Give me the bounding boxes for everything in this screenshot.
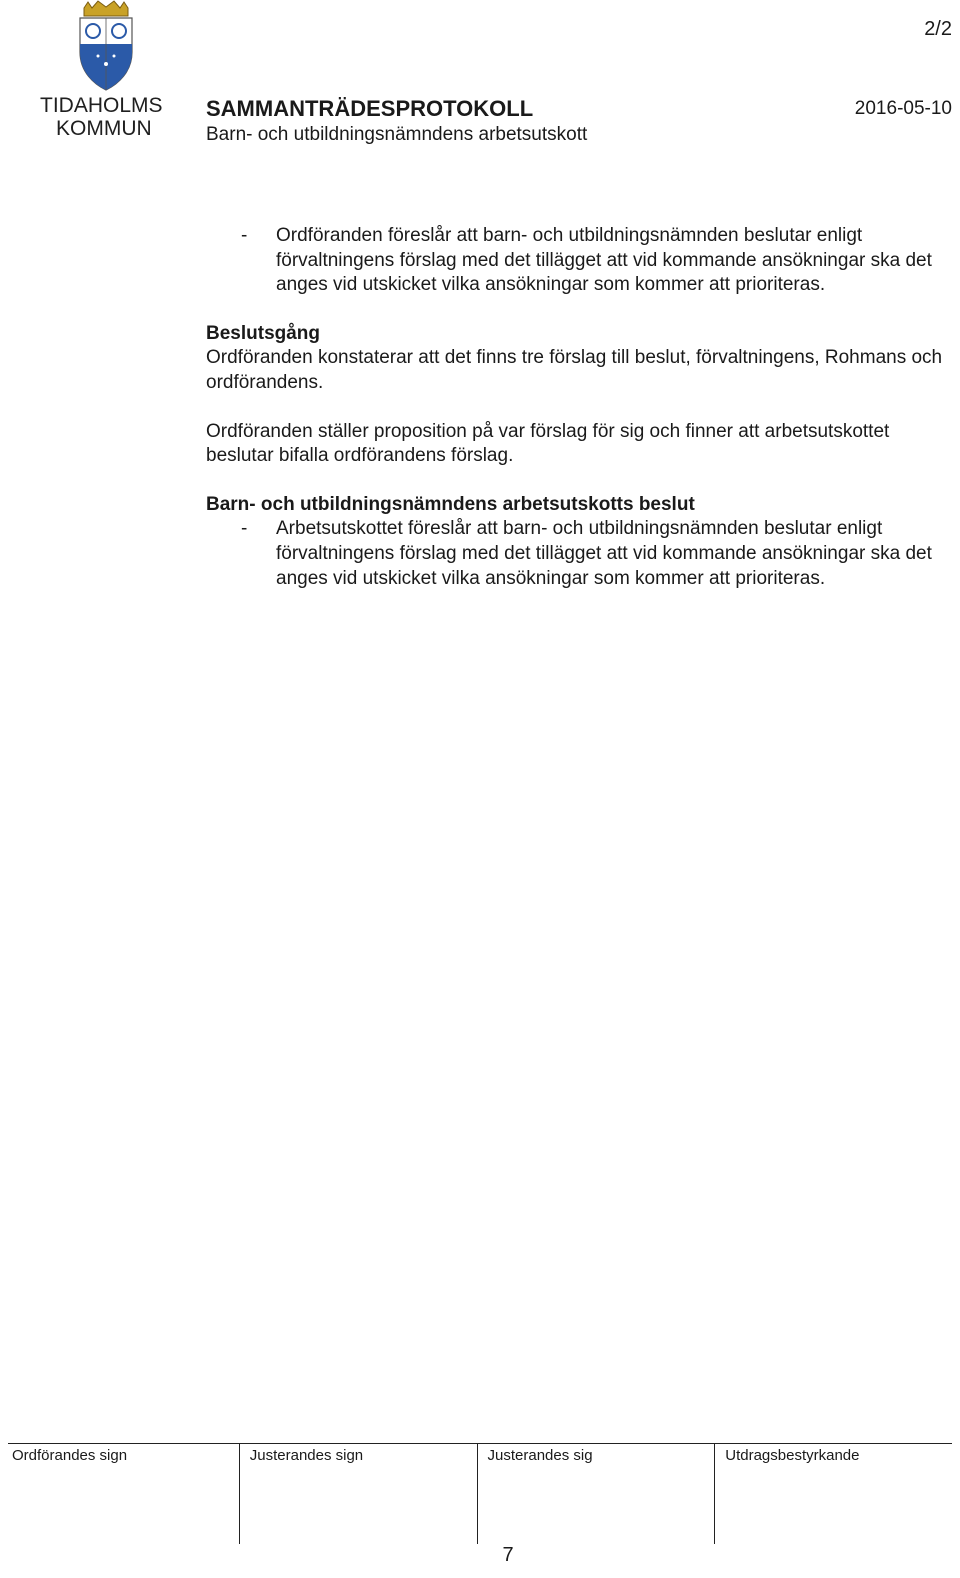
document-date: 2016-05-10: [854, 98, 952, 119]
page-count: 2/2: [924, 18, 952, 40]
signature-table: [8, 1443, 952, 1544]
signature-cell-adjuster-1: Justerandes sign: [239, 1444, 477, 1544]
org-line-2: KOMMUN: [56, 117, 152, 140]
procedure-paragraph-2: Ordföranden ställer proposition på var förslag för sig och finner att arbetsutskottet beslutar bifalla ordförandens förslag.: [206, 420, 890, 467]
document-subtitle: Barn- och utbildningsnämndens arbetsutskott: [206, 124, 588, 145]
signature-cell-chair: Ordförandes sign: [12, 1447, 128, 1464]
decision-item: [206, 517, 946, 591]
procedure-paragraph-1: Ordföranden konstaterar att det finns tre förslag till beslut, förvaltningens, Rohmans och ordförandens.: [206, 347, 943, 393]
decision-heading: Barn- och utbildningsnämndens arbetsutskotts beslut: [206, 493, 695, 515]
procedure-heading: Beslutsgång: [206, 322, 321, 344]
proposal-text: Ordföranden föreslår att barn- och utbildningsnämnden beslutar enligt förvaltningens förslag med det tillägget att vid kommande ansökningar ska det anges vid utskicket vilka ansökningar som kommer att prioriteras.: [276, 225, 932, 296]
signature-cell-certification: Utdragsbestyrkande: [714, 1444, 952, 1544]
org-line-1: TIDAHOLMS: [40, 94, 163, 117]
document-body: [206, 224, 946, 591]
organization-name: [40, 94, 163, 140]
decision-text: Arbetsutskottet föreslår att barn- och utbildningsnämnden beslutar enligt förvaltningens förslag med det tillägget att vid kommande ansökningar ska det anges vid utskicket vilka ansökningar som kommer att prioriteras.: [276, 518, 932, 589]
list-dash: -: [241, 518, 248, 540]
municipal-crest-logo: [72, 0, 140, 92]
footer-page-number: 7: [502, 1544, 514, 1566]
proposal-item: [206, 224, 946, 298]
document-title: SAMMANTRÄDESPROTOKOLL: [206, 96, 534, 121]
list-dash: -: [241, 225, 248, 246]
signature-cell-adjuster-2: Justerandes sig: [477, 1444, 715, 1544]
